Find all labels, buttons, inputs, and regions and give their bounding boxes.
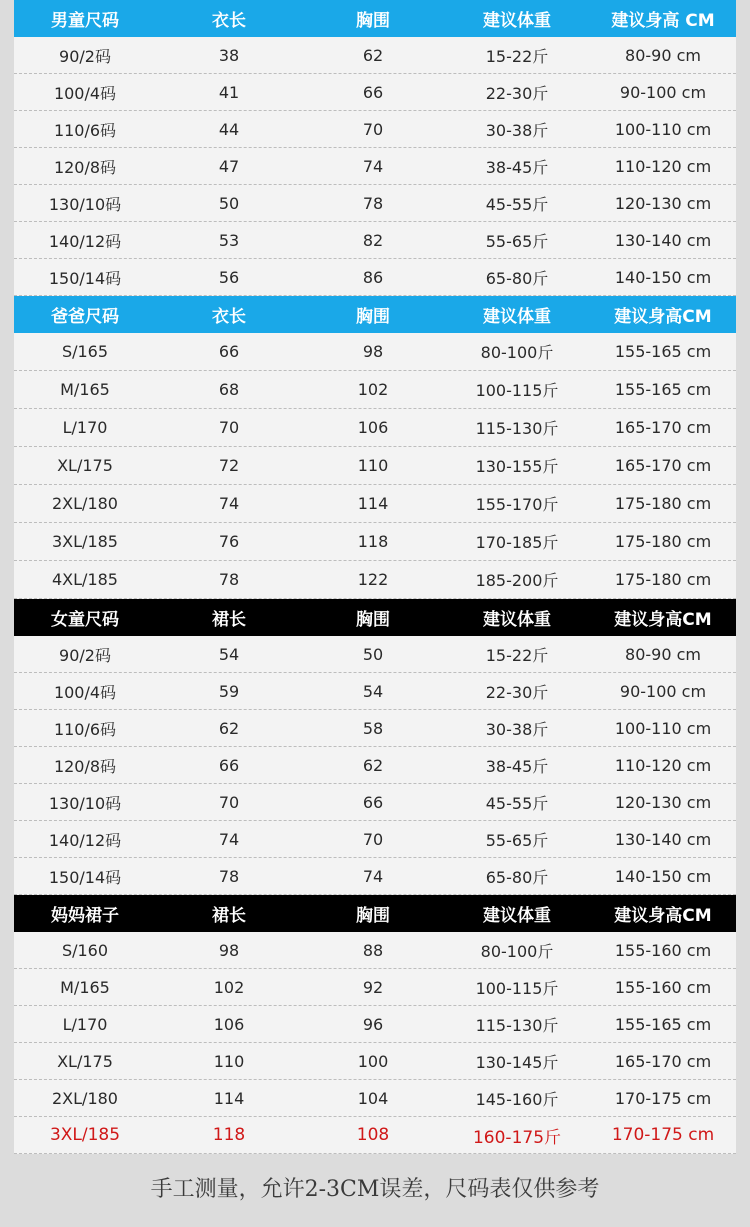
- section-boys: [14, 0, 736, 296]
- table-cell: 150/14码: [48, 867, 122, 887]
- header-cell: 胸围: [356, 307, 390, 327]
- table-row: [14, 409, 736, 447]
- table-cell: 108: [356, 1125, 390, 1145]
- table-cell: M/165: [60, 380, 110, 399]
- table-cell: 66: [218, 755, 240, 775]
- table-cell: 47: [218, 156, 240, 176]
- header-cell: 女童尺码: [51, 610, 119, 630]
- table-cell: 120/8码: [53, 756, 117, 776]
- table-row: [14, 371, 736, 409]
- table-cell: 53: [218, 230, 240, 250]
- table-cell: 80-100斤: [480, 941, 554, 961]
- table-cell: 88: [362, 940, 384, 960]
- section-header: [14, 0, 736, 37]
- table-cell: 100-115斤: [475, 978, 559, 998]
- table-cell: 165-170 cm: [614, 418, 712, 437]
- table-cell: 150/14码: [48, 268, 122, 288]
- table-cell: 100-115斤: [475, 381, 559, 400]
- table-row: [14, 710, 736, 747]
- table-cell: 90-100 cm: [619, 82, 707, 102]
- table-cell: 54: [362, 681, 384, 701]
- table-cell: 82: [362, 230, 384, 250]
- table-cell: S/160: [61, 940, 109, 960]
- table-cell: 175-180 cm: [614, 570, 712, 589]
- header-cell: 建议体重: [483, 11, 551, 31]
- table-cell: 140/12码: [48, 830, 122, 850]
- table-cell: 110-120 cm: [614, 156, 712, 176]
- table-cell: 15-22斤: [485, 46, 549, 66]
- footer-note: 手工测量，允许2-3CM误差，尺码表仅供参考: [150, 1177, 600, 1202]
- table-cell: 30-38斤: [485, 719, 549, 739]
- table-cell: L/170: [62, 418, 108, 437]
- table-cell: 102: [213, 977, 245, 997]
- table-cell: 110: [357, 456, 389, 475]
- table-cell: 3XL/185: [49, 1125, 121, 1145]
- table-cell: 50: [218, 193, 240, 213]
- header-cell: 裙长: [212, 906, 246, 926]
- table-cell: L/170: [62, 1014, 108, 1034]
- table-cell: 100-110 cm: [614, 718, 712, 738]
- table-cell: XL/175: [57, 456, 113, 475]
- table-cell: 155-165 cm: [614, 1014, 712, 1034]
- section-moms: [14, 895, 736, 1154]
- table-cell: 130-140 cm: [614, 230, 712, 250]
- table-cell: XL/175: [57, 1051, 113, 1071]
- table-cell: 70: [362, 829, 384, 849]
- table-cell: 96: [362, 1014, 384, 1034]
- table-cell: 80-90 cm: [625, 45, 701, 65]
- size-chart: [14, 0, 736, 1154]
- table-cell: 62: [362, 755, 384, 775]
- table-cell: 90/2码: [59, 46, 111, 66]
- table-cell: 155-170斤: [475, 495, 559, 514]
- table-cell: 68: [218, 380, 240, 399]
- table-cell: 78: [218, 570, 240, 589]
- table-cell: 160-175斤: [472, 1127, 562, 1148]
- table-cell: 130-145斤: [475, 1052, 559, 1072]
- table-cell: 65-80斤: [485, 268, 549, 288]
- table-cell: 90-100 cm: [619, 681, 707, 701]
- table-cell: 185-200斤: [475, 571, 559, 590]
- header-cell: 胸围: [356, 610, 390, 630]
- table-row: [14, 259, 736, 296]
- section-header: [14, 895, 736, 932]
- header-cell: 建议体重: [483, 307, 551, 327]
- table-row: [14, 74, 736, 111]
- table-cell: 165-170 cm: [614, 456, 712, 475]
- table-cell: 165-170 cm: [614, 1051, 712, 1071]
- table-cell: 120-130 cm: [614, 792, 712, 812]
- table-row: [14, 747, 736, 784]
- table-cell: 120/8码: [53, 157, 117, 177]
- table-cell: 45-55斤: [485, 194, 549, 214]
- table-row: [14, 1043, 736, 1080]
- table-cell: 175-180 cm: [614, 532, 712, 551]
- header-cell: 衣长: [212, 307, 246, 327]
- table-cell: 106: [357, 418, 389, 437]
- table-cell: 145-160斤: [475, 1089, 559, 1109]
- table-row: [14, 784, 736, 821]
- table-row: [14, 485, 736, 523]
- header-cell: 胸围: [356, 906, 390, 926]
- table-row: [14, 932, 736, 969]
- table-cell: 56: [218, 267, 240, 287]
- table-cell: 15-22斤: [485, 645, 549, 665]
- table-cell: 66: [218, 342, 240, 361]
- table-cell: 100-110 cm: [614, 119, 712, 139]
- table-cell: 175-180 cm: [614, 494, 712, 513]
- table-cell: 38-45斤: [485, 756, 549, 776]
- table-cell: 98: [362, 342, 384, 361]
- table-cell: 100/4码: [53, 83, 117, 103]
- header-cell: 建议身高CM: [614, 906, 712, 926]
- table-cell: 22-30斤: [485, 83, 549, 103]
- table-cell: 72: [218, 456, 240, 475]
- header-cell: 建议体重: [483, 610, 551, 630]
- header-cell: 男童尺码: [51, 11, 119, 31]
- table-cell: 92: [362, 977, 384, 997]
- table-cell: 155-165 cm: [614, 380, 712, 399]
- table-cell: 22-30斤: [485, 682, 549, 702]
- table-cell: 55-65斤: [485, 231, 549, 251]
- table-row: [14, 858, 736, 895]
- table-cell: 70: [218, 418, 240, 437]
- table-cell: 120-130 cm: [614, 193, 712, 213]
- table-cell: 90/2码: [59, 645, 111, 665]
- table-row: [14, 37, 736, 74]
- table-row: [14, 673, 736, 710]
- section-dads: [14, 296, 736, 599]
- table-cell: 104: [357, 1088, 389, 1108]
- table-cell: 38: [218, 45, 240, 65]
- table-cell: 2XL/180: [52, 1088, 118, 1108]
- table-cell: 74: [362, 156, 384, 176]
- table-row: [14, 222, 736, 259]
- table-cell: 50: [362, 644, 384, 664]
- table-cell: 110: [213, 1051, 245, 1071]
- table-cell: 41: [218, 82, 240, 102]
- table-cell: M/165: [60, 977, 110, 997]
- table-cell: S/165: [61, 342, 109, 361]
- header-cell: 建议身高CM: [614, 610, 712, 630]
- table-cell: 106: [213, 1014, 245, 1034]
- table-cell: 170-185斤: [475, 533, 559, 552]
- table-cell: 70: [362, 119, 384, 139]
- table-cell: 30-38斤: [485, 120, 549, 140]
- table-cell: 2XL/180: [52, 494, 118, 513]
- table-cell: 78: [218, 866, 240, 886]
- table-row: [14, 969, 736, 1006]
- header-cell: 衣长: [212, 11, 246, 31]
- table-cell: 114: [213, 1088, 245, 1108]
- table-cell: 70: [218, 792, 240, 812]
- table-cell: 38-45斤: [485, 157, 549, 177]
- table-cell: 100: [357, 1051, 389, 1071]
- table-cell: 62: [362, 45, 384, 65]
- header-cell: 妈妈裙子: [51, 906, 119, 926]
- table-cell: 74: [218, 829, 240, 849]
- table-cell: 78: [362, 193, 384, 213]
- table-cell: 80-90 cm: [625, 644, 701, 664]
- table-cell: 140-150 cm: [614, 267, 712, 287]
- table-cell: 66: [362, 792, 384, 812]
- header-cell: 裙长: [212, 610, 246, 630]
- table-row: [14, 636, 736, 673]
- table-cell: 115-130斤: [475, 419, 559, 438]
- table-cell: 114: [357, 494, 389, 513]
- table-row: [14, 148, 736, 185]
- section-header: [14, 599, 736, 636]
- table-cell: 118: [357, 532, 389, 551]
- table-cell: 140/12码: [48, 231, 122, 251]
- table-row: [14, 185, 736, 222]
- table-cell: 115-130斤: [475, 1015, 559, 1035]
- table-row: [14, 1006, 736, 1043]
- section-header: [14, 296, 736, 333]
- table-row: [14, 1080, 736, 1117]
- table-cell: 155-160 cm: [614, 977, 712, 997]
- table-row: [14, 447, 736, 485]
- header-cell: 建议身高CM: [614, 307, 712, 327]
- table-cell: 55-65斤: [485, 830, 549, 850]
- table-cell: 140-150 cm: [614, 866, 712, 886]
- header-cell: 建议身高 CM: [611, 11, 715, 31]
- table-cell: 58: [362, 718, 384, 738]
- table-cell: 98: [218, 940, 240, 960]
- table-cell: 74: [218, 494, 240, 513]
- table-cell: 76: [218, 532, 240, 551]
- table-cell: 54: [218, 644, 240, 664]
- table-cell: 118: [212, 1125, 246, 1145]
- table-cell: 66: [362, 82, 384, 102]
- table-cell: 170-175 cm: [614, 1088, 712, 1108]
- table-row: [14, 523, 736, 561]
- header-cell: 建议体重: [483, 906, 551, 926]
- table-cell: 59: [218, 681, 240, 701]
- table-cell: 80-100斤: [480, 343, 554, 362]
- header-cell: 胸围: [356, 11, 390, 31]
- table-row: [14, 111, 736, 148]
- table-cell: 110/6码: [53, 120, 117, 140]
- table-cell: 155-165 cm: [614, 342, 712, 361]
- table-cell: 44: [218, 119, 240, 139]
- table-cell: 86: [362, 267, 384, 287]
- table-cell: 170-175 cm: [611, 1125, 715, 1145]
- table-cell: 110/6码: [53, 719, 117, 739]
- table-cell: 122: [357, 570, 389, 589]
- section-girls: [14, 599, 736, 895]
- table-cell: 74: [362, 866, 384, 886]
- table-cell: 45-55斤: [485, 793, 549, 813]
- table-cell: 110-120 cm: [614, 755, 712, 775]
- table-cell: 130/10码: [48, 793, 122, 813]
- table-cell: 130/10码: [48, 194, 122, 214]
- table-cell: 65-80斤: [485, 867, 549, 887]
- table-row: [14, 333, 736, 371]
- table-cell: 3XL/185: [52, 532, 118, 551]
- table-cell: 155-160 cm: [614, 940, 712, 960]
- table-cell: 130-155斤: [475, 457, 559, 476]
- table-cell: 62: [218, 718, 240, 738]
- header-cell: 爸爸尺码: [51, 307, 119, 327]
- table-cell: 100/4码: [53, 682, 117, 702]
- table-cell: 130-140 cm: [614, 829, 712, 849]
- table-row: [14, 821, 736, 858]
- table-cell: 4XL/185: [52, 570, 118, 589]
- table-cell: 102: [357, 380, 389, 399]
- table-row: [14, 561, 736, 599]
